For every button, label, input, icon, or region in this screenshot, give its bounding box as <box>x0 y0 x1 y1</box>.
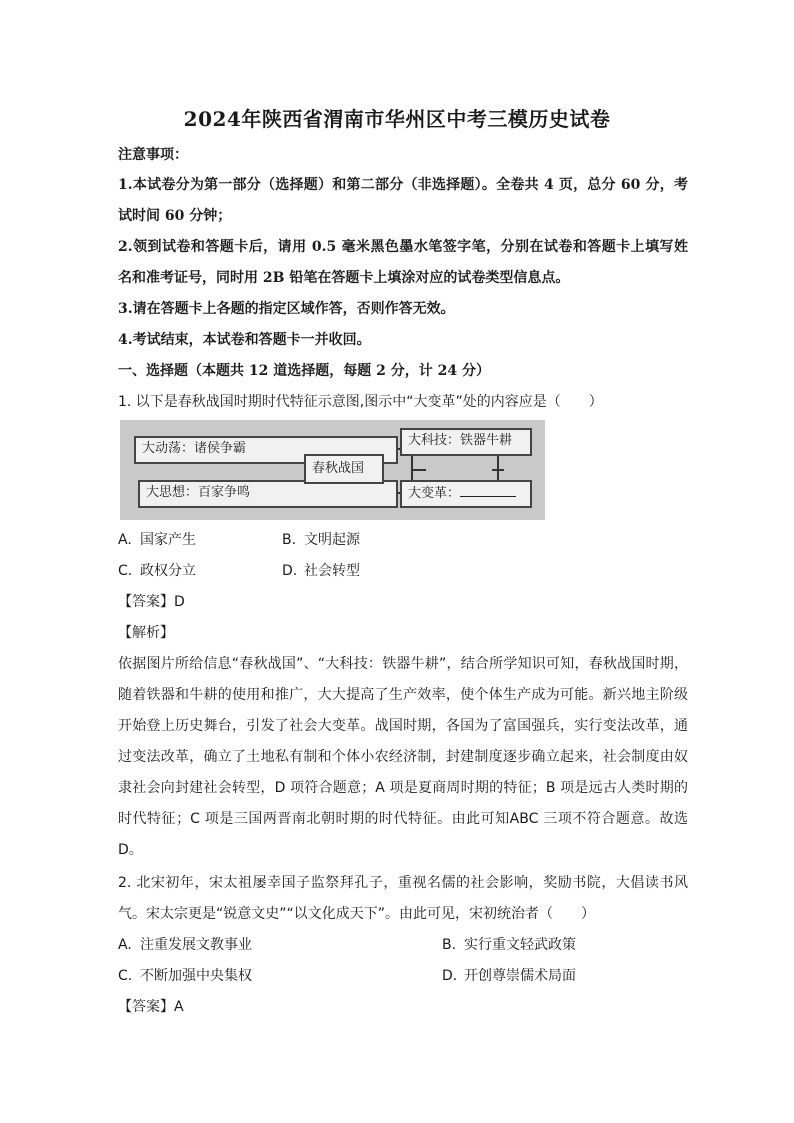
option-c: C. 不断加强中央集权 <box>118 968 252 984</box>
analysis-line: 过变法改革，确立了土地私有制和个体小农经济制，封建制度逐步确立起来，社会制度由奴 <box>118 749 688 765</box>
diagram-box-right-bottom <box>400 480 532 508</box>
question-2-stem: 2. 北宋初年，宋太祖屡幸国子监祭拜孔子，重视名儒的社会影响，奖励书院，大倡读书风 <box>118 875 688 891</box>
diagram-box-right-bottom-label: 大变革： <box>408 486 461 501</box>
diagram-box-left-bottom: 大思想：百家争鸣 <box>138 480 398 508</box>
analysis-line: 依据图片所给信息“春秋战国”、“大科技：铁器牛耕”，结合所学知识可知，春秋战国时期， <box>118 656 688 672</box>
analysis-line: D。 <box>118 842 143 858</box>
analysis-line: 隶社会向封建社会转型，D 项符合题意；A 项是夏商周时期的特征；B 项是远古人类时期的 <box>118 780 688 796</box>
option-c: C. 政权分立 <box>118 563 196 579</box>
section-heading: 一、选择题（本题共 12 道选择题，每题 2 分，计 24 分） <box>118 363 490 379</box>
question-2-stem: 气。宋太宗更是“锐意文史”“以文化成天下”。由此可见，宋初统治者（ ） <box>118 906 596 922</box>
question-1-answer: 【答案】D <box>118 594 185 610</box>
notes-heading: 注意事项： <box>118 147 188 163</box>
question-1-stem: 1. 以下是春秋战国时期时代特征示意图,图示中“大变革”处的内容应是（ ） <box>118 394 603 410</box>
diagram-box-center: 春秋战国 <box>304 454 384 484</box>
analysis-line: 开始登上历史舞台，引发了社会大变革。战国时期，各国为了富国强兵，实行变法改革，通 <box>118 718 688 734</box>
notes-item: 试时间 60 分钟； <box>118 208 232 224</box>
answer-blank <box>460 482 516 497</box>
notes-item: 1.本试卷分为第一部分（选择题）和第二部分（非选择题）。全卷共 4 页，总分 60 分，考 <box>118 177 688 193</box>
page-title: 2024年陕西省渭南市华州区中考三模历史试卷 <box>183 107 611 131</box>
option-b: B. 文明起源 <box>282 532 360 548</box>
option-d: D. 开创尊崇儒术局面 <box>442 968 576 984</box>
notes-item: 名和准考证号，同时用 2B 铅笔在答题卡上填涂对应的试卷类型信息点。 <box>118 270 570 286</box>
option-b: B. 实行重文轻武政策 <box>442 937 576 953</box>
diagram-box-left-top: 大动荡：诸侯争霸 <box>134 436 398 464</box>
option-a: A. 国家产生 <box>118 532 196 548</box>
option-d: D. 社会转型 <box>282 563 360 579</box>
option-a: A. 注重发展文教事业 <box>118 937 252 953</box>
era-diagram <box>120 420 545 520</box>
notes-item: 4.考试结束，本试卷和答题卡一并收回。 <box>118 332 371 348</box>
diagram-box-right-top: 大科技：铁器牛耕 <box>400 428 532 456</box>
analysis-line: 随着铁器和牛耕的使用和推广，大大提高了生产效率，使个体生产成为可能。新兴地主阶级 <box>118 687 688 703</box>
notes-item: 2.领到试卷和答题卡后，请用 0.5 毫米黑色墨水笔签字笔，分别在试卷和答题卡上填写姓 <box>118 239 688 255</box>
question-1-analysis-heading: 【解析】 <box>118 625 174 641</box>
question-2-answer: 【答案】A <box>118 999 184 1015</box>
notes-item: 3.请在答题卡上各题的指定区域作答，否则作答无效。 <box>118 301 455 317</box>
analysis-line: 时代特征；C 项是三国两晋南北朝时期的时代特征。由此可知ABC 三项不符合题意。故选 <box>118 811 688 827</box>
